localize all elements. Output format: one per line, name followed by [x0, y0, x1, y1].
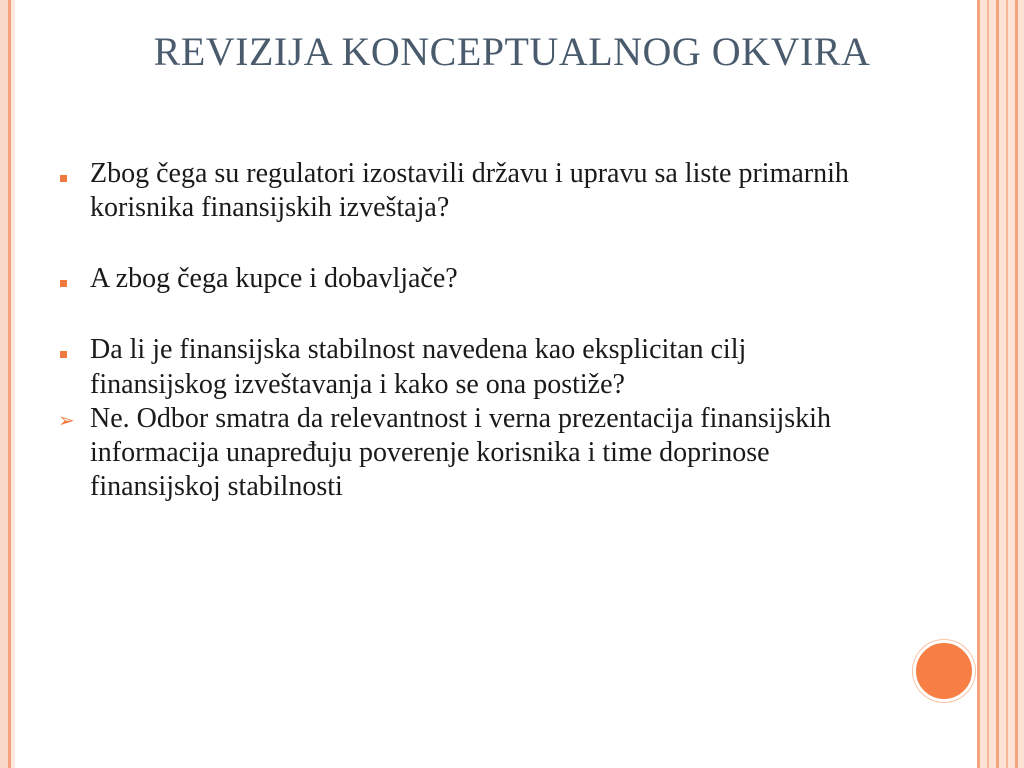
bullet-item: [58, 262, 888, 296]
bullet-text: Da li je finansijska stabilnost navedena kao eksplicitan cilj finansijskog izveštavanja i kako se ona postiže?: [90, 334, 747, 400]
orange-circle-decoration: [913, 640, 975, 702]
arrow-bullet-icon: ➢: [58, 407, 75, 432]
right-stripe: [1006, 0, 1008, 768]
slide-title: REVIZIJA KONCEPTUALNOG OKVIRA: [153, 29, 871, 74]
right-stripe: [977, 0, 980, 768]
bullet-text: Ne. Odbor smatra da relevantnost i verna prezentacija finansijskih informacija unapređuju poverenje korisnika i time doprinose finansijskoj stabilnosti: [90, 402, 831, 503]
bullet-text: Zbog čega su regulatori izostavili državu i upravu sa liste primarnih korisnika finansijskih izveštaja?: [90, 158, 849, 224]
right-stripe: [1015, 0, 1018, 768]
square-bullet-icon: [58, 262, 82, 296]
bullet-item: [58, 333, 888, 401]
left-border-inner: [11, 0, 15, 768]
bullet-text: A zbog čega kupce i dobavljače?: [90, 263, 458, 295]
right-stripe-decoration: [977, 0, 1024, 768]
square-bullet-icon: [58, 333, 82, 367]
bullet-list: [58, 157, 888, 504]
bullet-item: [58, 157, 888, 225]
right-stripe: [987, 0, 989, 768]
left-border-decoration: [0, 0, 8, 768]
right-stripe: [996, 0, 999, 768]
square-bullet-icon: [58, 157, 82, 191]
bullet-item: [58, 402, 888, 504]
